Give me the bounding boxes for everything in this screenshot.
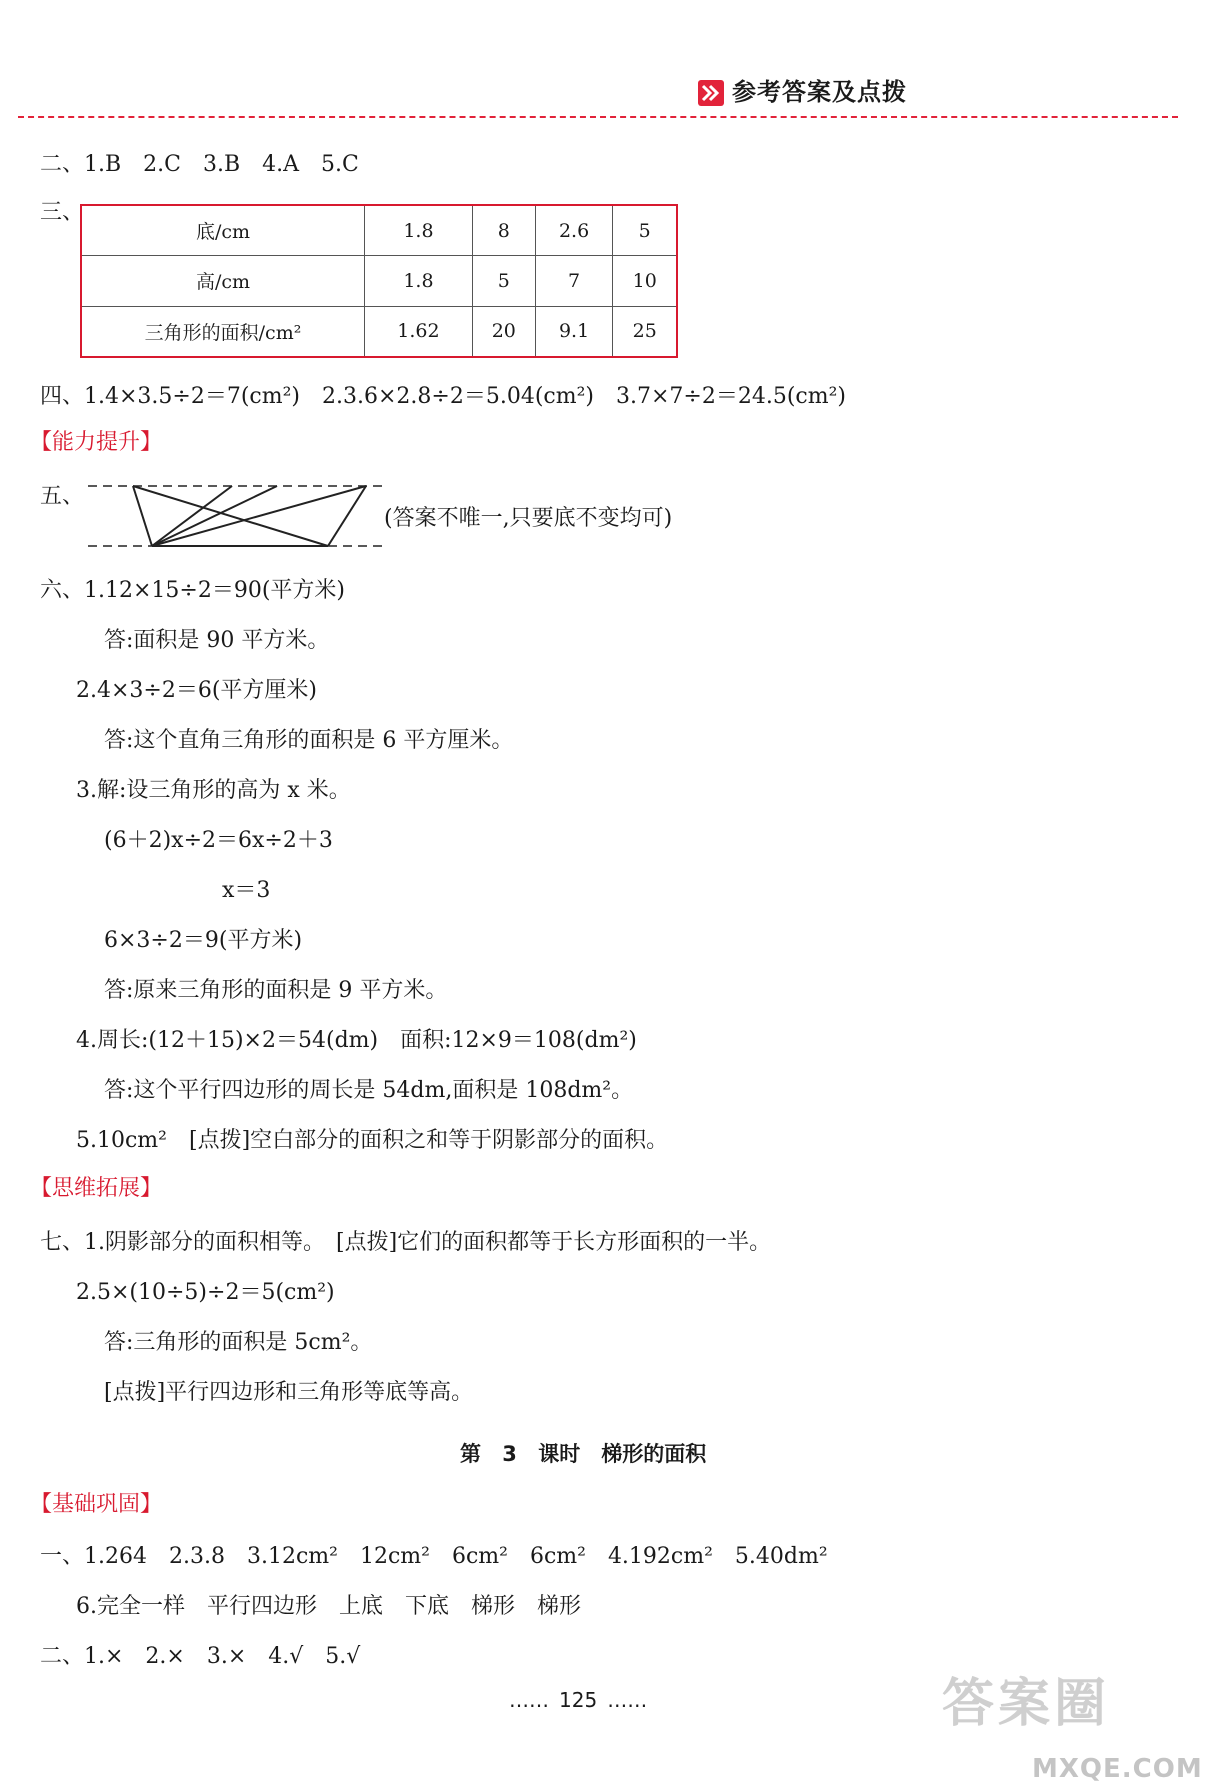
table-cell: 高/cm [81, 256, 365, 306]
q6-line: 3.解:设三角形的高为 x 米。 [76, 778, 351, 803]
table-cell: 9.1 [535, 306, 613, 357]
q6-line: (6＋2)x÷2＝6x÷2＋3 [104, 828, 333, 853]
q3-table [80, 204, 678, 358]
section-heading-ability: 【能力提升】 [30, 430, 163, 455]
table-row [81, 205, 677, 256]
q5-note: (答案不唯一,只要底不变均可) [384, 506, 673, 531]
q7-line: 2.5×(10÷5)÷2＝5(cm²) [76, 1280, 335, 1305]
section-heading-basic: 【基础巩固】 [30, 1492, 163, 1517]
table-row [81, 306, 677, 357]
q6-line: 6×3÷2＝9(平方米) [104, 928, 303, 953]
table-cell: 10 [613, 256, 677, 306]
table-cell: 底/cm [81, 205, 365, 256]
table-cell: 7 [535, 256, 613, 306]
page-dots: …… [509, 1688, 549, 1712]
b1-line: 一、1.264 2.3.8 3.12cm² 12cm² 6cm² 6cm² 4.192cm² 5.40dm² [40, 1544, 828, 1569]
table-cell: 20 [472, 306, 535, 357]
page-number [509, 1690, 647, 1710]
page-number-value: 125 [559, 1688, 598, 1712]
q6-line: 答:面积是 90 平方米。 [104, 628, 330, 653]
q6-line: 答:这个平行四边形的周长是 54dm,面积是 108dm²。 [104, 1078, 634, 1103]
header-divider [18, 116, 1178, 118]
watermark-url: MXQE.COM [1032, 1754, 1203, 1784]
header-title: 参考答案及点拨 [732, 78, 907, 106]
table-cell: 8 [472, 205, 535, 256]
page-dots: …… [607, 1688, 648, 1712]
q6-line: 4.周长:(12＋15)×2＝54(dm) 面积:12×9＝108(dm²) [76, 1028, 637, 1053]
q7-line: [点拨]平行四边形和三角形等底等高。 [104, 1380, 474, 1405]
b2-answers: 二、1.× 2.× 3.× 4.√ 5.√ [40, 1644, 361, 1669]
arrow-icon [698, 80, 724, 106]
table-cell: 2.6 [535, 205, 613, 256]
table-cell: 25 [613, 306, 677, 357]
q6-line: 六、1.12×15÷2＝90(平方米) [40, 578, 346, 603]
table-cell: 1.62 [365, 306, 473, 357]
table-cell: 三角形的面积/cm² [81, 306, 365, 357]
triangles-figure [80, 476, 390, 552]
q6-line: 答:原来三角形的面积是 9 平方米。 [104, 978, 448, 1003]
watermark-logo: 答案圈 [942, 1674, 1111, 1734]
q3-label: 三、 [40, 200, 85, 225]
table-row [81, 256, 677, 306]
q6-line: 答:这个直角三角形的面积是 6 平方厘米。 [104, 728, 514, 753]
section-heading-thinking: 【思维拓展】 [30, 1176, 163, 1201]
q2-answers: 二、1.B 2.C 3.B 4.A 5.C [40, 152, 359, 177]
table-cell: 5 [613, 205, 677, 256]
q6-line: x＝3 [222, 878, 271, 903]
lesson-title: 第 3 课时 梯形的面积 [460, 1442, 707, 1466]
q4-answers: 四、1.4×3.5÷2＝7(cm²) 2.3.6×2.8÷2＝5.04(cm²) 3.7×7÷2＝24.5(cm²) [40, 384, 846, 409]
table-cell: 5 [472, 256, 535, 306]
b1-line: 6.完全一样 平行四边形 上底 下底 梯形 梯形 [76, 1594, 581, 1619]
q6-line: 2.4×3÷2＝6(平方厘米) [76, 678, 318, 703]
table-cell: 1.8 [365, 205, 473, 256]
q5-label: 五、 [40, 484, 85, 509]
table-cell: 1.8 [365, 256, 473, 306]
q6-line: 5.10cm² [点拨]空白部分的面积之和等于阴影部分的面积。 [76, 1128, 669, 1153]
q7-line: 答:三角形的面积是 5cm²。 [104, 1330, 373, 1355]
q7-line: 七、1.阴影部分的面积相等。 [点拨]它们的面积都等于长方形面积的一半。 [40, 1230, 772, 1255]
